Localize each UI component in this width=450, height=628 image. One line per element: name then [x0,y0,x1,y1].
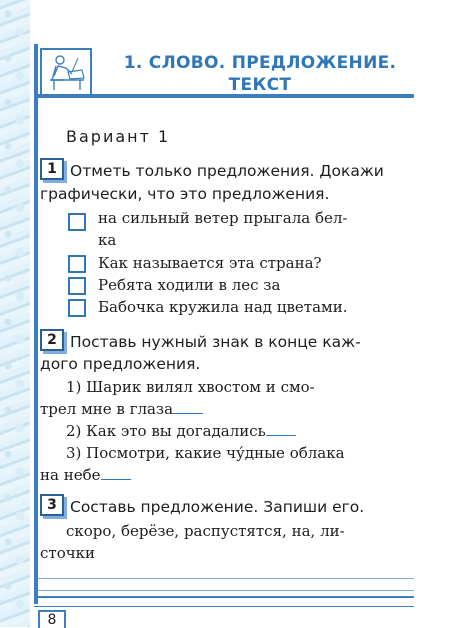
task-3-words-line-2: сточки [40,544,96,562]
task-1-item-2: Как называется эта страна? [98,254,322,272]
task-1-instruction-line-2: графически, что это предложения. [40,185,330,203]
task-2-answer-blank-3[interactable] [101,465,131,480]
task-1-item-3: Ребята ходили в лес за [98,276,281,294]
title-line-1: 1. СЛОВО. ПРЕДЛОЖЕНИЕ. [123,53,397,73]
task-2-instruction-line-1: Поставь нужный знак в конце каж- [70,333,361,351]
task-1-item-1-line-2: ка [98,231,117,249]
frame-left-border [34,44,38,604]
page-number: 8 [38,610,66,628]
task-3-answer-line-1[interactable] [38,578,414,579]
task-1-checkbox-4[interactable] [68,299,86,317]
task-3-number: 3 [40,494,64,516]
task-1-number: 1 [40,158,64,180]
footer-divider-top [34,596,414,598]
decorative-margin [0,0,30,627]
footer-divider-bottom [34,606,414,607]
task-2-answer-blank-1[interactable] [173,399,203,414]
task-2-sentence-1-line-2 [40,399,203,420]
task-1-instruction-line-1: Отметь только предложения. Докажи [70,162,384,180]
variant-label: Вариант 1 [66,127,171,146]
task-1-checkbox-1[interactable] [68,213,86,231]
page-title [100,52,420,96]
task-3-words-line-1: скоро, берёзе, распустятся, на, ли- [66,522,345,540]
task-2-sentence-1-text: трел мне в глаза [40,400,174,418]
teacher-at-desk-icon [40,48,92,96]
task-2-sentence-3-line-2 [40,465,131,486]
task-2-sentence-3-line-1: 3) Посмотри, какие чу́дные облака [66,444,345,462]
task-2-sentence-1-line-1: 1) Шарик вилял хвостом и смо- [66,378,315,396]
task-3-answer-line-2[interactable] [38,590,414,591]
task-2-number: 2 [40,329,64,351]
task-3-instruction: Составь предложение. Запиши его. [70,498,365,516]
task-2-sentence-2 [66,421,296,442]
task-2-instruction-line-2: дого предложения. [40,355,201,373]
task-2-answer-blank-2[interactable] [266,421,296,436]
task-1-item-4: Бабочка кружила над цветами. [98,298,348,316]
task-1-checkbox-3[interactable] [68,277,86,295]
title-line-2: ТЕКСТ [228,75,292,95]
task-2-sentence-3-text: на небе [40,466,101,484]
task-1-item-1-line-1: на сильный ветер прыгала бел- [98,209,348,227]
task-1-checkbox-2[interactable] [68,255,86,273]
task-2-sentence-2-text: 2) Как это вы догадались [66,422,266,440]
